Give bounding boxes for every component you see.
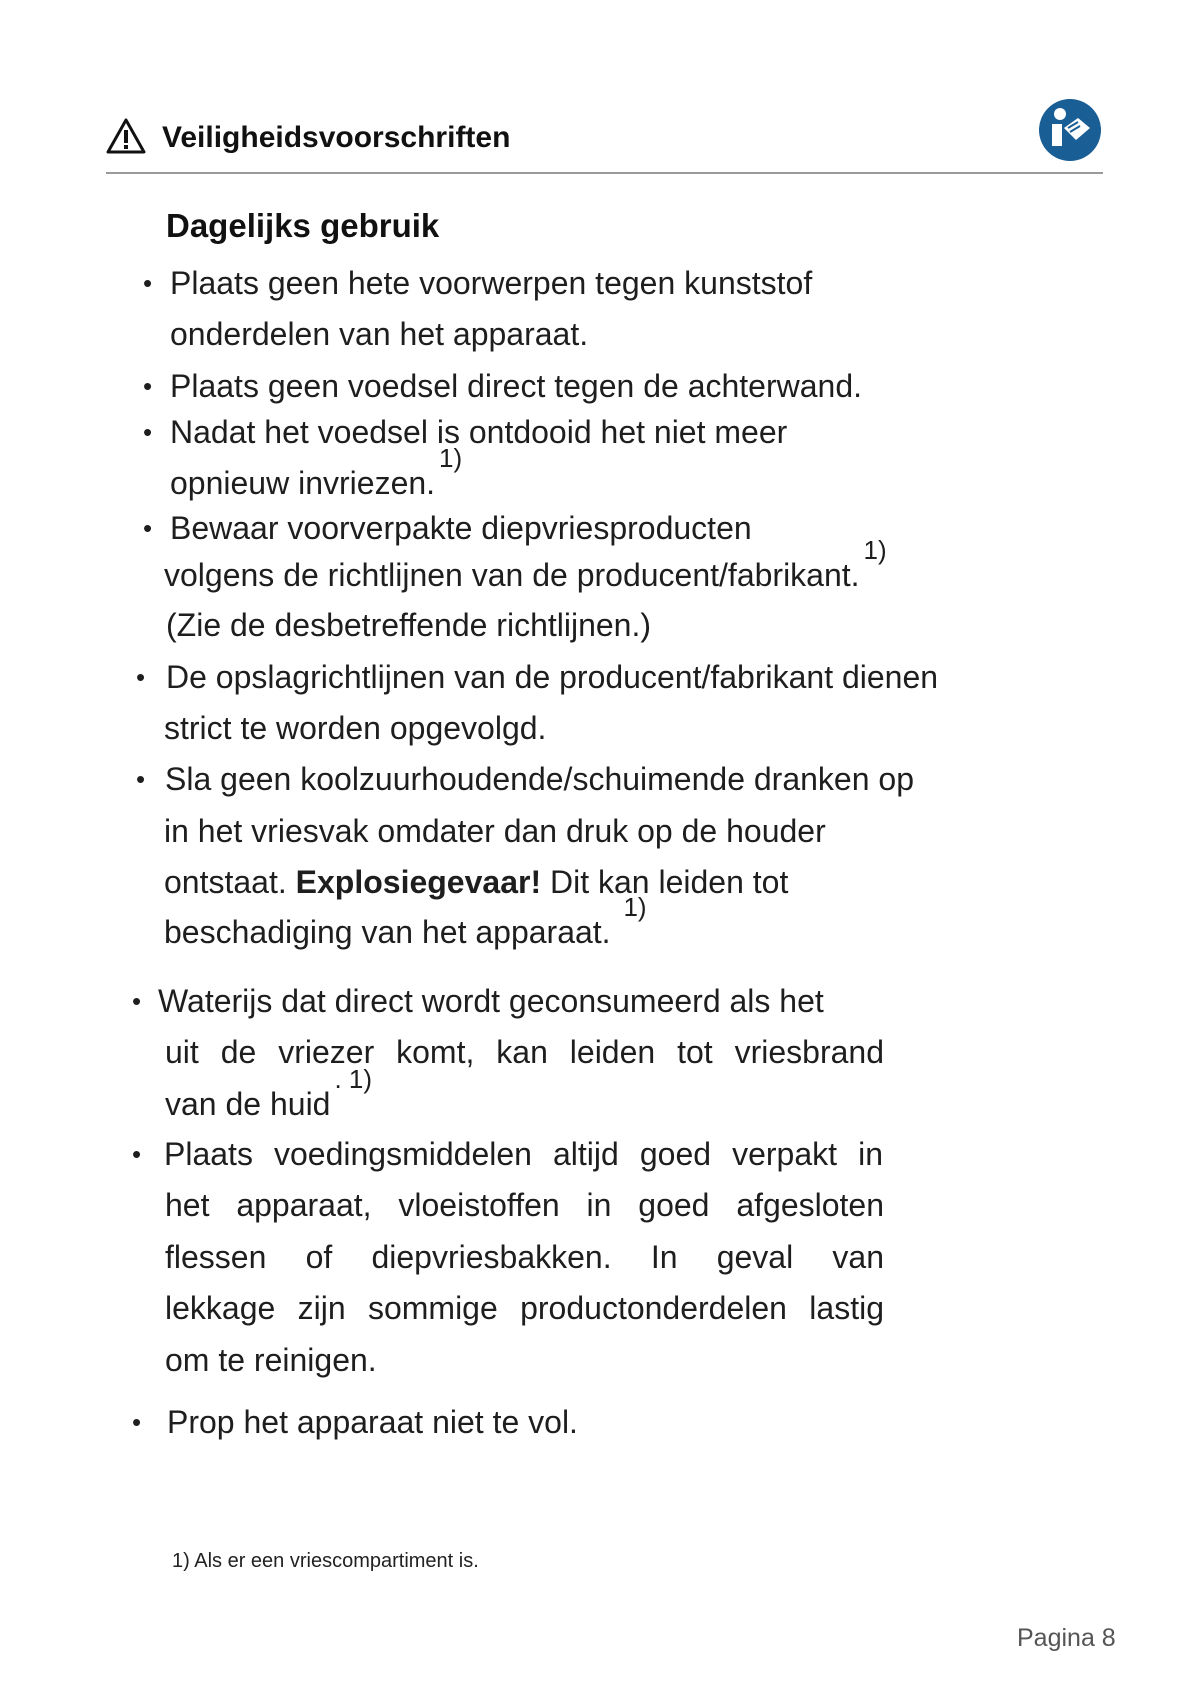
line-text: in het vriesvak omdater dan druk op de houder bbox=[164, 813, 826, 849]
line-text: Plaats geen hete voorwerpen tegen kunststof bbox=[170, 265, 813, 301]
line-text: Plaats voedingsmiddelen altijd goed verpakt in bbox=[164, 1136, 883, 1172]
line-text: De opslagrichtlijnen van de producent/fabrikant dienen bbox=[166, 659, 939, 695]
bullet-marker: • bbox=[136, 662, 146, 692]
line-text: Dit kan leiden tot bbox=[541, 864, 789, 900]
emphasis-text: Explosiegevaar! bbox=[295, 864, 542, 900]
line-text: Sla geen koolzuurhoudende/schuimende dranken op bbox=[165, 761, 914, 797]
line-text: Nadat het voedsel is ontdooid het niet meer bbox=[170, 414, 788, 450]
footnote-ref: 1) bbox=[439, 443, 463, 473]
bullet-line bbox=[170, 443, 463, 502]
bullet-marker: • bbox=[143, 268, 153, 298]
page-number: Pagina 8 bbox=[1017, 1624, 1116, 1652]
read-manual-icon bbox=[1038, 98, 1102, 167]
page-header-title: Veiligheidsvoorschriften bbox=[162, 121, 511, 154]
bullet-line bbox=[164, 812, 826, 850]
line-text: Prop het apparaat niet te vol. bbox=[167, 1404, 578, 1440]
line-text: Bewaar voorverpakte diepvriesproducten bbox=[170, 510, 752, 546]
bullet-line bbox=[165, 1186, 884, 1224]
bullet-line bbox=[165, 760, 914, 798]
footnote-ref: 1) bbox=[623, 892, 647, 922]
bullet-line bbox=[166, 658, 938, 696]
bullet-line bbox=[158, 982, 824, 1020]
bullet-marker: • bbox=[143, 371, 153, 401]
line-text: (Zie de desbetreffende richtlijnen.) bbox=[166, 607, 652, 643]
bullet-line bbox=[170, 264, 812, 302]
footnote: 1) Als er een vriescompartiment is. bbox=[172, 1550, 479, 1572]
bullet-line bbox=[170, 315, 588, 353]
bullet-line bbox=[165, 1064, 373, 1123]
line-text: het apparaat, vloeistoffen in goed afgesloten bbox=[165, 1187, 884, 1223]
line-text: onderdelen van het apparaat. bbox=[170, 316, 589, 352]
bullet-marker: • bbox=[132, 1407, 142, 1437]
footnote-ref: . 1) bbox=[334, 1064, 373, 1094]
bullet-line bbox=[165, 1341, 377, 1379]
line-text: van de huid bbox=[165, 1086, 331, 1122]
bullet-marker: • bbox=[143, 513, 153, 543]
header-divider bbox=[106, 172, 1103, 174]
line-text: beschadiging van het apparaat. bbox=[164, 914, 620, 950]
bullet-line bbox=[165, 1289, 884, 1327]
bullet-line bbox=[167, 1403, 578, 1441]
line-text: strict te worden opgevolgd. bbox=[164, 710, 547, 746]
bullet-line bbox=[165, 1238, 884, 1276]
line-text: volgens de richtlijnen van de producent/fabrikant. bbox=[164, 557, 860, 593]
bullet-line bbox=[164, 863, 788, 901]
line-text: lekkage zijn sommige productonderdelen lastig bbox=[165, 1290, 884, 1326]
bullet-marker: • bbox=[132, 1139, 142, 1169]
line-text: ontstaat. bbox=[164, 864, 296, 900]
bullet-marker: • bbox=[143, 417, 153, 447]
bullet-line bbox=[164, 709, 546, 747]
line-text: opnieuw invriezen. bbox=[170, 465, 436, 501]
bullet-line bbox=[170, 509, 752, 547]
line-text: flessen of diepvriesbakken. In geval van bbox=[165, 1239, 884, 1275]
line-text: om te reinigen. bbox=[165, 1342, 377, 1378]
warning-triangle-icon bbox=[105, 117, 147, 160]
line-text: Plaats geen voedsel direct tegen de achterwand. bbox=[170, 368, 863, 404]
bullet-line bbox=[166, 606, 651, 644]
line-text: uit de vriezer komt, kan leiden tot vriesbrand bbox=[165, 1034, 884, 1070]
bullet-marker: • bbox=[136, 764, 146, 794]
bullet-line bbox=[164, 535, 887, 594]
bullet-line bbox=[170, 413, 787, 451]
footnote-ref: 1) bbox=[863, 535, 887, 565]
bullet-line bbox=[164, 892, 647, 951]
line-text: Waterijs dat direct wordt geconsumeerd als het bbox=[158, 983, 824, 1019]
section-title: Dagelijks gebruik bbox=[166, 207, 440, 244]
bullet-line bbox=[170, 367, 862, 405]
bullet-line bbox=[164, 1135, 883, 1173]
bullet-marker: • bbox=[132, 986, 142, 1016]
bullet-line bbox=[165, 1033, 884, 1071]
